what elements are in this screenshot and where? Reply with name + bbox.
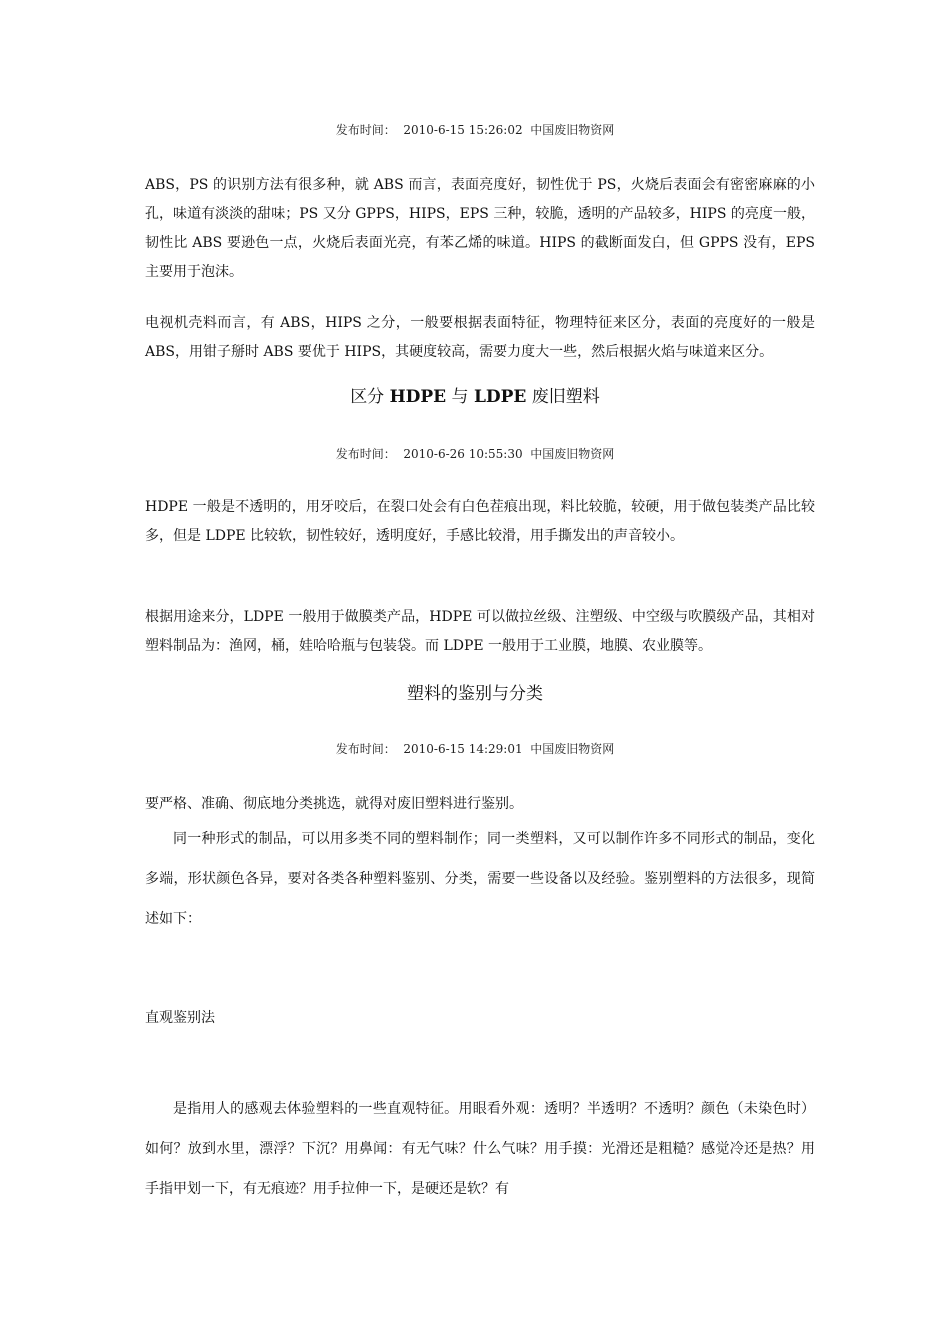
article-title-identification: 塑料的鉴别与分类 [407, 684, 543, 704]
publish-label: 发布时间： [335, 447, 396, 461]
publish-time: 2010-6-26 10:55:30 [403, 447, 523, 461]
publish-label: 发布时间： [335, 742, 396, 756]
paragraph-hdpe: HDPE 一般是不透明的，用牙咬后，在裂口处会有白色茬痕出现，料比较脆，较硬，用于做包装类产品比较多，但是 LDPE 比较软，韧性较好，透明度好，手感比较滑，用手撕发出的声音较小。 [145, 499, 815, 544]
publish-label: 发布时间： [335, 123, 396, 137]
subheading-visual-method: 直观鉴别法 [145, 1010, 215, 1026]
article-title-hdpe-ldpe: 区分 HDPE 与 LDPE 废旧塑料 [350, 387, 600, 407]
publish-meta-2 [0, 446, 950, 462]
paragraph-forms: 同一种形式的制品，可以用多类不同的塑料制作；同一类塑料，又可以制作许多不同形式的制品，变化多端，形状颜色各异，要对各类各种塑料鉴别、分类，需要一些设备以及经验。鉴别塑料的方法很多，现简述如下： [145, 831, 815, 927]
paragraph-visual-method: 是指用人的感观去体验塑料的一些直观特征。用眼看外观：透明？半透明？不透明？颜色（未染色时）如何？放到水里，漂浮？下沉？用鼻闻：有无气味？什么气味？用手摸：光滑还是粗糙？感觉冷还是热？用手指甲划一下，有无痕迹？用手拉伸一下，是硬还是软？有 [145, 1101, 815, 1197]
paragraph-ldpe-usage: 根据用途来分，LDPE 一般用于做膜类产品，HDPE 可以做拉丝级、注塑级、中空级与吹膜级产品，其相对塑料制品为：渔网，桶，娃哈哈瓶与包装袋。而 LDPE 一般用于工业膜，地膜、农业膜等。 [145, 609, 815, 654]
publish-source: 中国废旧物资网 [530, 447, 615, 461]
publish-source: 中国废旧物资网 [530, 742, 615, 756]
intro-line: 要严格、准确、彻底地分类挑选，就得对废旧塑料进行鉴别。 [145, 796, 523, 812]
publish-meta-1 [0, 122, 950, 138]
publish-time: 2010-6-15 14:29:01 [403, 742, 523, 756]
paragraph-tv-shell: 电视机壳料而言，有 ABS，HIPS 之分，一般要根据表面特征，物理特征来区分，表面的亮度好的一般是 ABS，用钳子掰时 ABS 要优于 HIPS，其硬度较高，需要力度大一些，然后根据火焰与味道来区分。 [145, 315, 815, 360]
paragraph-abs-ps: ABS，PS 的识别方法有很多种，就 ABS 而言，表面亮度好，韧性优于 PS，火烧后表面会有密密麻麻的小孔，味道有淡淡的甜味；PS 又分 GPPS，HIPS，EPS 三种，较脆，透明的产品较多，HIPS 的亮度一般，韧性比 ABS 要逊色一点，火烧后表面光亮，有苯乙烯的味道。HIPS 的截断面发白，但 GPPS 没有，EPS 主要用于泡沫。 [145, 177, 815, 280]
publish-time: 2010-6-15 15:26:02 [403, 123, 523, 137]
publish-meta-3 [0, 741, 950, 757]
publish-source: 中国废旧物资网 [530, 123, 615, 137]
